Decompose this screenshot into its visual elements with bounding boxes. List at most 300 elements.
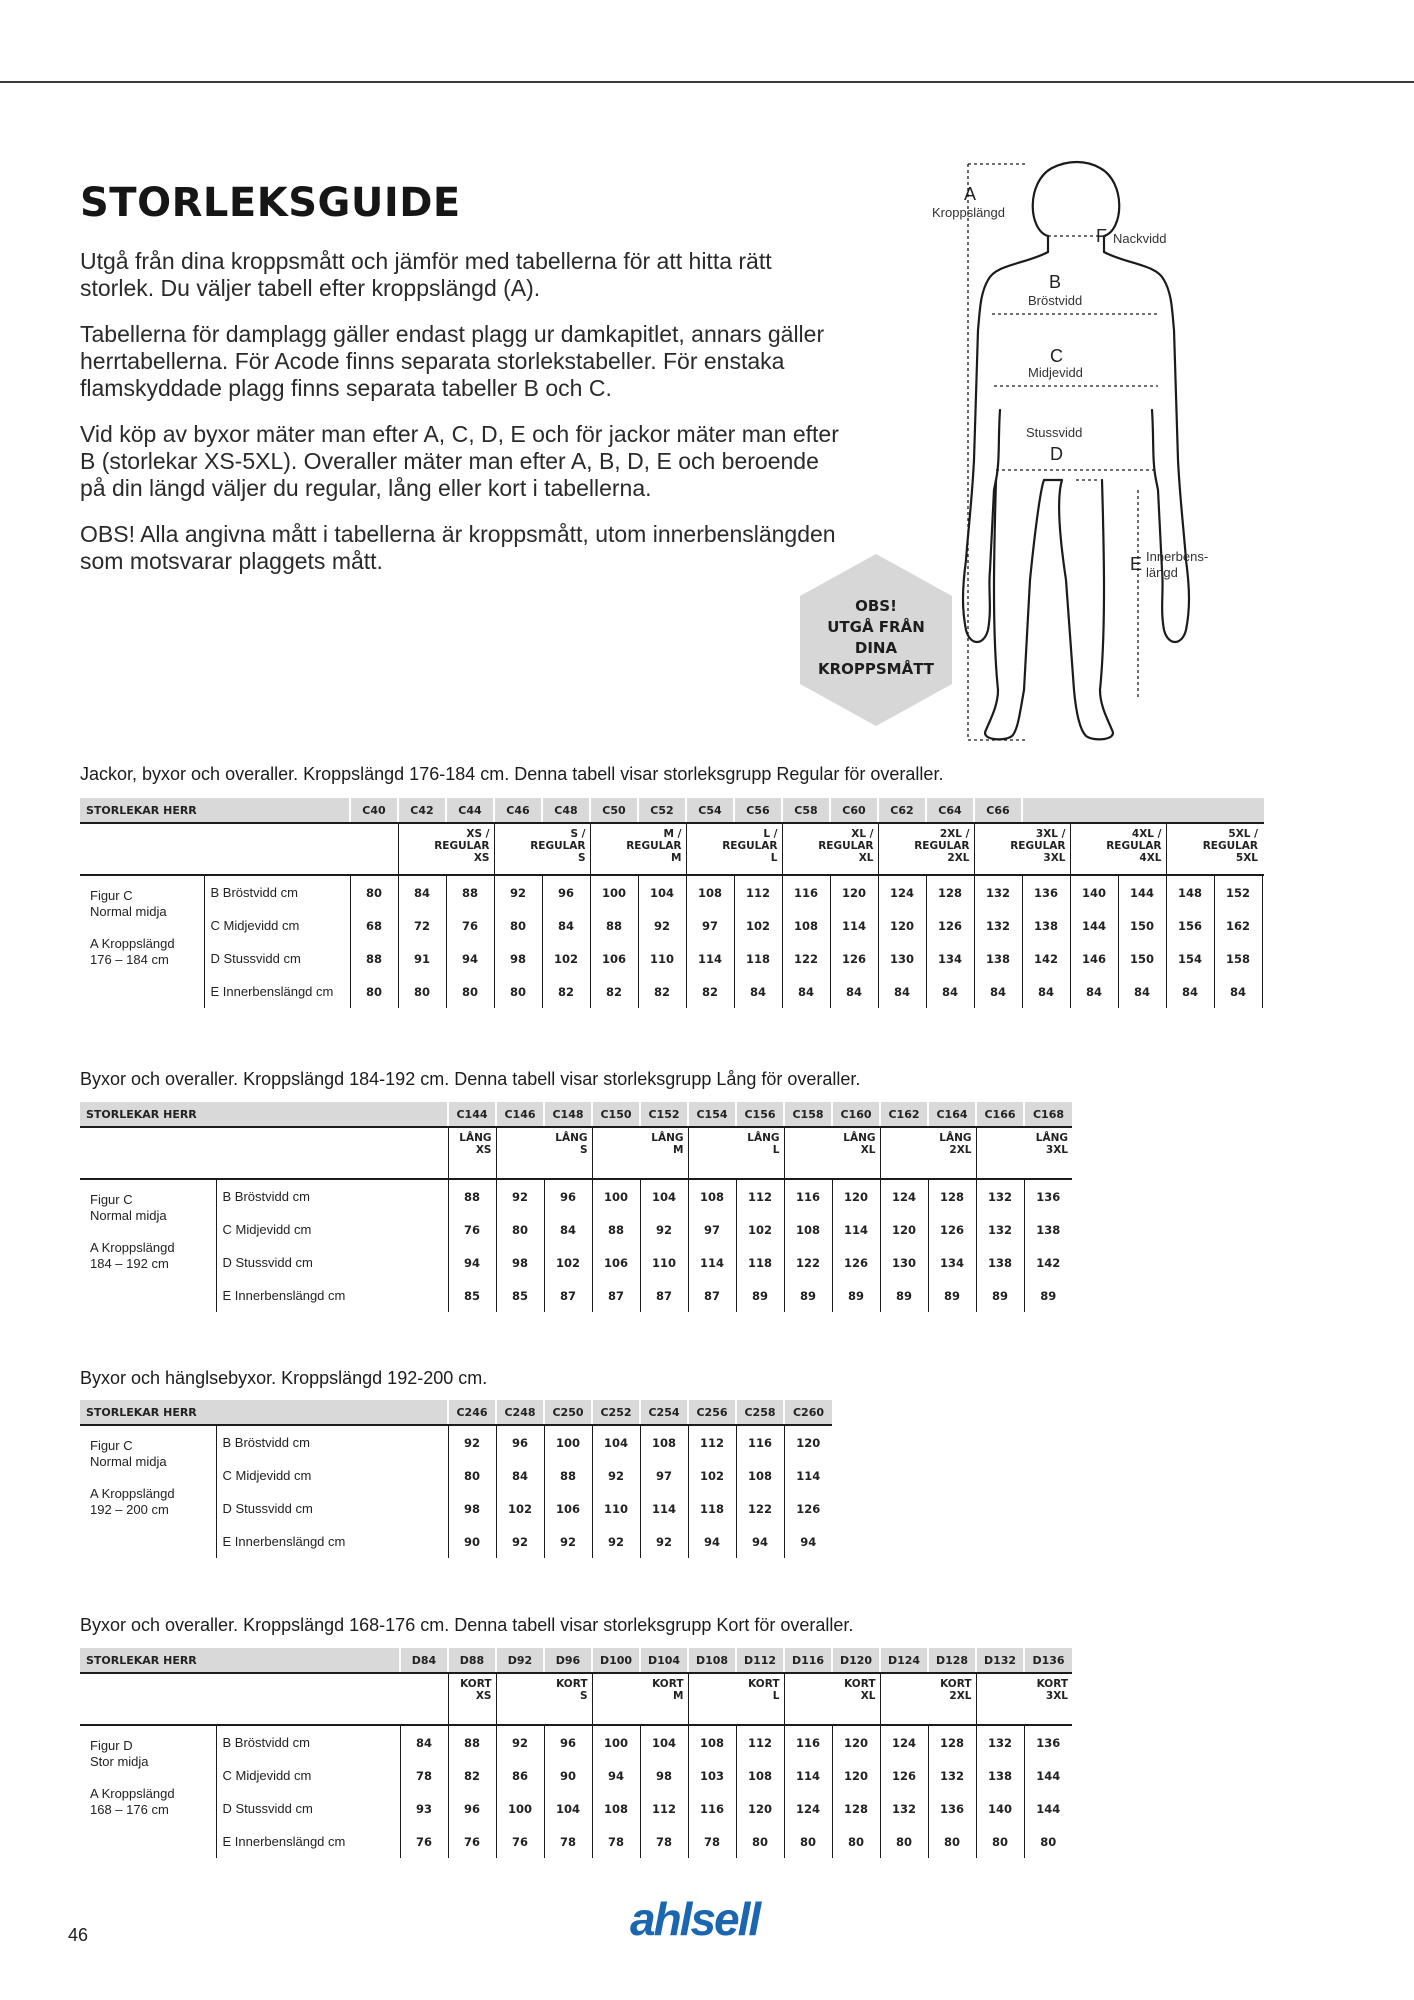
value-cell: 97 xyxy=(688,1213,736,1246)
value-cell: 89 xyxy=(928,1279,976,1312)
value-cell: 89 xyxy=(736,1279,784,1312)
measure-label: E Innerbenslängd cm xyxy=(216,1525,448,1558)
value-cell: 132 xyxy=(976,1213,1024,1246)
value-cell: 112 xyxy=(736,1725,784,1759)
figure-info-cell xyxy=(80,1179,216,1312)
figure-letter-b: B xyxy=(1049,272,1062,292)
value-cell: 82 xyxy=(638,975,686,1008)
value-cell: 132 xyxy=(974,909,1022,942)
value-cell: 136 xyxy=(1022,875,1070,909)
table-row xyxy=(80,1425,832,1459)
value-cell: 96 xyxy=(544,1725,592,1759)
table-row xyxy=(80,1213,1072,1246)
value-cell: 120 xyxy=(832,1179,880,1213)
value-cell: 84 xyxy=(926,975,974,1008)
figure-label-e: längd xyxy=(1146,565,1178,580)
value-cell: 92 xyxy=(640,1213,688,1246)
figure-info-line xyxy=(90,1224,216,1240)
value-cell: 114 xyxy=(784,1759,832,1792)
measure-label: E Innerbenslängd cm xyxy=(216,1279,448,1312)
value-cell: 138 xyxy=(974,942,1022,975)
row-end xyxy=(1262,975,1264,1008)
value-cell: 120 xyxy=(832,1725,880,1759)
value-cell: 82 xyxy=(448,1759,496,1792)
size-cell: C144 xyxy=(448,1102,496,1127)
value-cell: 84 xyxy=(1070,975,1118,1008)
measure-label: E Innerbenslängd cm xyxy=(204,975,350,1008)
table-header-label: STORLEKAR HERR xyxy=(80,798,350,823)
size-table-lang xyxy=(80,1102,1072,1312)
measure-label: C Midjevidd cm xyxy=(216,1759,400,1792)
figure-label-e: Innerbens- xyxy=(1146,549,1209,564)
size-group-cell: LÅNG S xyxy=(496,1127,592,1179)
value-cell: 82 xyxy=(590,975,638,1008)
value-cell: 128 xyxy=(926,875,974,909)
value-cell: 100 xyxy=(496,1792,544,1825)
value-cell: 128 xyxy=(832,1792,880,1825)
value-cell: 92 xyxy=(448,1425,496,1459)
value-cell: 126 xyxy=(832,1246,880,1279)
figure-label-d: Stussvidd xyxy=(1026,425,1083,440)
value-cell: 120 xyxy=(832,1759,880,1792)
size-cell: D100 xyxy=(592,1648,640,1673)
value-cell: 108 xyxy=(640,1425,688,1459)
value-cell: 108 xyxy=(688,1725,736,1759)
figure-info-line: A Kroppslängd xyxy=(90,936,175,951)
value-cell: 76 xyxy=(400,1825,448,1858)
size-cell: C246 xyxy=(448,1400,496,1425)
value-cell: 112 xyxy=(688,1425,736,1459)
size-cell: D96 xyxy=(544,1648,592,1673)
size-cell: C254 xyxy=(640,1400,688,1425)
value-cell: 112 xyxy=(640,1792,688,1825)
size-cell: C150 xyxy=(592,1102,640,1127)
size-group-cell: M / REGULAR M xyxy=(590,823,686,875)
value-cell: 114 xyxy=(686,942,734,975)
intro-paragraph: Tabellerna för damplagg gäller endast plagg ur damkapitlet, annars gäller herrtabellerna. För Acode finns separata storlekstabeller. För enstaka flamskyddade plagg finns separata tabeller B och C. xyxy=(80,321,825,401)
value-cell: 84 xyxy=(974,975,1022,1008)
group-spacer xyxy=(80,1127,448,1179)
value-cell: 80 xyxy=(1024,1825,1072,1858)
value-cell: 87 xyxy=(688,1279,736,1312)
value-cell: 134 xyxy=(926,942,974,975)
figure-label-a: Kroppslängd xyxy=(932,205,1005,220)
value-cell: 96 xyxy=(542,875,590,909)
size-group-cell: LÅNG XS xyxy=(448,1127,496,1179)
value-cell: 128 xyxy=(928,1179,976,1213)
size-cell: C154 xyxy=(688,1102,736,1127)
measure-label: C Midjevidd cm xyxy=(216,1213,448,1246)
value-cell: 96 xyxy=(496,1425,544,1459)
table-row xyxy=(80,1179,1072,1213)
value-cell: 132 xyxy=(974,875,1022,909)
value-cell: 80 xyxy=(446,975,494,1008)
size-cell: C42 xyxy=(398,798,446,823)
figure-info-line: Normal midja xyxy=(90,1454,167,1469)
measure-label: E Innerbenslängd cm xyxy=(216,1825,400,1858)
value-cell: 104 xyxy=(592,1425,640,1459)
table-body xyxy=(80,1179,1072,1312)
value-cell: 128 xyxy=(928,1725,976,1759)
value-cell: 158 xyxy=(1214,942,1262,975)
size-group-cell: KORT XS xyxy=(448,1673,496,1725)
value-cell: 118 xyxy=(736,1246,784,1279)
table-header-label: STORLEKAR HERR xyxy=(80,1648,400,1673)
size-group-cell: S / REGULAR S xyxy=(494,823,590,875)
value-cell: 94 xyxy=(784,1525,832,1558)
value-cell: 124 xyxy=(878,875,926,909)
size-cell: C260 xyxy=(784,1400,832,1425)
value-cell: 92 xyxy=(496,1725,544,1759)
figure-info-line: 176 – 184 cm xyxy=(90,952,169,967)
value-cell: 126 xyxy=(784,1492,832,1525)
value-cell: 84 xyxy=(734,975,782,1008)
value-cell: 146 xyxy=(1070,942,1118,975)
size-cell: C248 xyxy=(496,1400,544,1425)
figure-letter-a: A xyxy=(964,184,977,204)
value-cell: 144 xyxy=(1070,909,1118,942)
value-cell: 80 xyxy=(832,1825,880,1858)
value-cell: 130 xyxy=(878,942,926,975)
figure-info-line xyxy=(90,920,204,936)
size-group-cell: KORT L xyxy=(688,1673,784,1725)
value-cell: 88 xyxy=(544,1459,592,1492)
value-cell: 80 xyxy=(976,1825,1024,1858)
size-cell: D132 xyxy=(976,1648,1024,1673)
figure-label-c: Midjevidd xyxy=(1028,365,1083,380)
value-cell: 82 xyxy=(686,975,734,1008)
size-cell: C160 xyxy=(832,1102,880,1127)
size-cell: C46 xyxy=(494,798,542,823)
value-cell: 96 xyxy=(448,1792,496,1825)
table-header-label: STORLEKAR HERR xyxy=(80,1400,448,1425)
value-cell: 84 xyxy=(400,1725,448,1759)
value-cell: 98 xyxy=(640,1759,688,1792)
value-cell: 82 xyxy=(542,975,590,1008)
value-cell: 88 xyxy=(592,1213,640,1246)
value-cell: 124 xyxy=(880,1725,928,1759)
figure-info-line: A Kroppslängd xyxy=(90,1486,175,1501)
value-cell: 76 xyxy=(446,909,494,942)
value-cell: 92 xyxy=(640,1525,688,1558)
table-body xyxy=(80,1425,832,1558)
figure-info-line: Normal midja xyxy=(90,904,167,919)
size-group-cell: LÅNG XL xyxy=(784,1127,880,1179)
value-cell: 80 xyxy=(350,875,398,909)
size-cell: D124 xyxy=(880,1648,928,1673)
value-cell: 94 xyxy=(736,1525,784,1558)
value-cell: 106 xyxy=(544,1492,592,1525)
value-cell: 94 xyxy=(592,1759,640,1792)
measure-label: B Bröstvidd cm xyxy=(216,1425,448,1459)
figure-info-cell xyxy=(80,1725,216,1858)
value-cell: 152 xyxy=(1214,875,1262,909)
value-cell: 80 xyxy=(496,1213,544,1246)
value-cell: 124 xyxy=(880,1179,928,1213)
size-cell: C40 xyxy=(350,798,398,823)
value-cell: 78 xyxy=(400,1759,448,1792)
value-cell: 92 xyxy=(494,875,542,909)
value-cell: 124 xyxy=(784,1792,832,1825)
group-spacer xyxy=(400,1673,448,1725)
size-group-cell: 2XL / REGULAR 2XL xyxy=(878,823,974,875)
value-cell: 76 xyxy=(448,1213,496,1246)
value-cell: 114 xyxy=(688,1246,736,1279)
value-cell: 120 xyxy=(878,909,926,942)
size-cell: D120 xyxy=(832,1648,880,1673)
value-cell: 84 xyxy=(1022,975,1070,1008)
value-cell: 126 xyxy=(928,1213,976,1246)
table-caption: Byxor och overaller. Kroppslängd 168-176 cm. Denna tabell visar storleksgrupp Kort för overaller. xyxy=(80,1615,854,1635)
figure-info-line: Figur C xyxy=(90,888,133,903)
value-cell: 92 xyxy=(496,1525,544,1558)
size-cell: D116 xyxy=(784,1648,832,1673)
table-row xyxy=(80,1759,1072,1792)
value-cell: 80 xyxy=(494,975,542,1008)
row-end xyxy=(1262,909,1264,942)
value-cell: 98 xyxy=(448,1492,496,1525)
value-cell: 80 xyxy=(784,1825,832,1858)
figure-label-b: Bröstvidd xyxy=(1028,293,1083,308)
size-group-cell: KORT XL xyxy=(784,1673,880,1725)
size-cell: C252 xyxy=(592,1400,640,1425)
value-cell: 102 xyxy=(734,909,782,942)
value-cell: 90 xyxy=(544,1759,592,1792)
measure-label: C Midjevidd cm xyxy=(204,909,350,942)
value-cell: 148 xyxy=(1166,875,1214,909)
figure-info-line xyxy=(90,1770,216,1786)
size-group-cell: XS / REGULAR XS xyxy=(398,823,494,875)
value-cell: 85 xyxy=(448,1279,496,1312)
value-cell: 144 xyxy=(1024,1759,1072,1792)
value-cell: 84 xyxy=(1214,975,1262,1008)
value-cell: 89 xyxy=(1024,1279,1072,1312)
value-cell: 142 xyxy=(1024,1246,1072,1279)
value-cell: 154 xyxy=(1166,942,1214,975)
value-cell: 78 xyxy=(640,1825,688,1858)
size-cell: D112 xyxy=(736,1648,784,1673)
size-cell: C44 xyxy=(446,798,494,823)
value-cell: 116 xyxy=(688,1792,736,1825)
value-cell: 120 xyxy=(830,875,878,909)
group-spacer xyxy=(350,823,398,875)
obs-badge-text: OBS! UTGÅ FRÅN DINA KROPPSMÅTT xyxy=(817,597,935,678)
value-cell: 108 xyxy=(736,1459,784,1492)
value-cell: 92 xyxy=(592,1525,640,1558)
size-group-cell: KORT 2XL xyxy=(880,1673,976,1725)
value-cell: 89 xyxy=(976,1279,1024,1312)
size-cell: C250 xyxy=(544,1400,592,1425)
value-cell: 116 xyxy=(736,1425,784,1459)
value-cell: 134 xyxy=(928,1246,976,1279)
group-spacer xyxy=(80,823,350,875)
size-cell: C58 xyxy=(782,798,830,823)
value-cell: 114 xyxy=(640,1492,688,1525)
measure-label: B Bröstvidd cm xyxy=(216,1725,400,1759)
size-group-cell: 5XL / REGULAR 5XL xyxy=(1166,823,1262,875)
figure-info-line: 168 – 176 cm xyxy=(90,1802,169,1817)
size-group-cell: LÅNG 2XL xyxy=(880,1127,976,1179)
value-cell: 132 xyxy=(880,1792,928,1825)
value-cell: 94 xyxy=(688,1525,736,1558)
value-cell: 112 xyxy=(734,875,782,909)
measure-label: B Bröstvidd cm xyxy=(216,1179,448,1213)
size-cell: C62 xyxy=(878,798,926,823)
figure-info-line: Figur D xyxy=(90,1738,133,1753)
size-cell: C66 xyxy=(974,798,1022,823)
value-cell: 150 xyxy=(1118,909,1166,942)
value-cell: 100 xyxy=(590,875,638,909)
value-cell: 92 xyxy=(544,1525,592,1558)
row-end xyxy=(1262,942,1264,975)
intro-paragraph: Utgå från dina kroppsmått och jämför med tabellerna för att hitta rätt storlek. Du väljer tabell efter kroppslängd (A). xyxy=(80,248,772,301)
value-cell: 100 xyxy=(544,1425,592,1459)
value-cell: 108 xyxy=(784,1213,832,1246)
size-cell: C54 xyxy=(686,798,734,823)
value-cell: 86 xyxy=(496,1759,544,1792)
size-cell: C60 xyxy=(830,798,878,823)
value-cell: 87 xyxy=(592,1279,640,1312)
value-cell: 76 xyxy=(448,1825,496,1858)
value-cell: 120 xyxy=(736,1792,784,1825)
value-cell: 80 xyxy=(736,1825,784,1858)
value-cell: 68 xyxy=(350,909,398,942)
figure-letter-d: D xyxy=(1050,444,1063,464)
page-title: STORLEKSGUIDE xyxy=(80,180,461,226)
figure-info-line: 184 – 192 cm xyxy=(90,1256,169,1271)
value-cell: 94 xyxy=(448,1246,496,1279)
figure-info-line: Stor midja xyxy=(90,1754,149,1769)
figure-letter-f: F xyxy=(1096,226,1107,246)
size-cell: D92 xyxy=(496,1648,544,1673)
value-cell: 144 xyxy=(1024,1792,1072,1825)
value-cell: 104 xyxy=(544,1792,592,1825)
size-table-regular xyxy=(80,798,1264,1008)
value-cell: 84 xyxy=(1118,975,1166,1008)
size-table-kort xyxy=(80,1648,1072,1858)
value-cell: 116 xyxy=(784,1179,832,1213)
size-group-cell: LÅNG L xyxy=(688,1127,784,1179)
table-row xyxy=(80,975,1264,1008)
value-cell: 136 xyxy=(928,1792,976,1825)
table-row xyxy=(80,1725,1072,1759)
value-cell: 84 xyxy=(1166,975,1214,1008)
value-cell: 110 xyxy=(638,942,686,975)
value-cell: 84 xyxy=(398,875,446,909)
size-cell: C152 xyxy=(640,1102,688,1127)
value-cell: 88 xyxy=(446,875,494,909)
value-cell: 89 xyxy=(784,1279,832,1312)
value-cell: 106 xyxy=(592,1246,640,1279)
group-spacer xyxy=(1262,823,1264,875)
page-number: 46 xyxy=(68,1925,89,1945)
figure-letter-e: E xyxy=(1130,554,1143,574)
value-cell: 116 xyxy=(784,1725,832,1759)
value-cell: 97 xyxy=(686,909,734,942)
value-cell: 136 xyxy=(1024,1179,1072,1213)
figure-info-line: Figur C xyxy=(90,1438,133,1453)
table-row xyxy=(80,1246,1072,1279)
size-table-192-200 xyxy=(80,1400,832,1558)
value-cell: 84 xyxy=(542,909,590,942)
value-cell: 80 xyxy=(448,1459,496,1492)
value-cell: 89 xyxy=(880,1279,928,1312)
value-cell: 126 xyxy=(926,909,974,942)
value-cell: 88 xyxy=(448,1179,496,1213)
value-cell: 114 xyxy=(784,1459,832,1492)
value-cell: 78 xyxy=(688,1825,736,1858)
size-cell: C256 xyxy=(688,1400,736,1425)
table-row xyxy=(80,1792,1072,1825)
size-cell: D104 xyxy=(640,1648,688,1673)
value-cell: 100 xyxy=(592,1179,640,1213)
value-cell: 92 xyxy=(592,1459,640,1492)
size-cell: D88 xyxy=(448,1648,496,1673)
value-cell: 104 xyxy=(640,1179,688,1213)
value-cell: 118 xyxy=(734,942,782,975)
value-cell: 120 xyxy=(784,1425,832,1459)
size-cell: C168 xyxy=(1024,1102,1072,1127)
table-caption: Byxor och overaller. Kroppslängd 184-192 cm. Denna tabell visar storleksgrupp Lång för overaller. xyxy=(80,1069,861,1089)
figure-info-line xyxy=(90,1470,216,1486)
value-cell: 132 xyxy=(976,1725,1024,1759)
figure-info-line: Figur C xyxy=(90,1192,133,1207)
value-cell: 126 xyxy=(830,942,878,975)
figure-info-line: Normal midja xyxy=(90,1208,167,1223)
value-cell: 98 xyxy=(494,942,542,975)
value-cell: 162 xyxy=(1214,909,1262,942)
value-cell: 91 xyxy=(398,942,446,975)
value-cell: 138 xyxy=(1022,909,1070,942)
value-cell: 110 xyxy=(640,1246,688,1279)
value-cell: 104 xyxy=(638,875,686,909)
value-cell: 94 xyxy=(446,942,494,975)
value-cell: 84 xyxy=(830,975,878,1008)
table-row xyxy=(80,875,1264,909)
value-cell: 138 xyxy=(976,1759,1024,1792)
value-cell: 108 xyxy=(736,1759,784,1792)
value-cell: 156 xyxy=(1166,909,1214,942)
value-cell: 116 xyxy=(782,875,830,909)
value-cell: 84 xyxy=(878,975,926,1008)
value-cell: 102 xyxy=(688,1459,736,1492)
table-row xyxy=(80,909,1264,942)
size-group-cell: KORT M xyxy=(592,1673,688,1725)
value-cell: 78 xyxy=(592,1825,640,1858)
table-caption: Byxor och hänglsebyxor. Kroppslängd 192-200 cm. xyxy=(80,1368,488,1388)
table-row xyxy=(80,1279,1072,1312)
size-cell: C50 xyxy=(590,798,638,823)
value-cell: 92 xyxy=(496,1179,544,1213)
size-cell: C148 xyxy=(544,1102,592,1127)
table-row xyxy=(80,942,1264,975)
figure-info-line: 192 – 200 cm xyxy=(90,1502,169,1517)
size-cell: C162 xyxy=(880,1102,928,1127)
value-cell: 102 xyxy=(542,942,590,975)
intro-text xyxy=(80,248,840,594)
value-cell: 102 xyxy=(736,1213,784,1246)
value-cell: 114 xyxy=(830,909,878,942)
value-cell: 88 xyxy=(448,1725,496,1759)
measure-label: D Stussvidd cm xyxy=(216,1492,448,1525)
size-cell: C146 xyxy=(496,1102,544,1127)
size-cell: C258 xyxy=(736,1400,784,1425)
value-cell: 144 xyxy=(1118,875,1166,909)
value-cell: 118 xyxy=(688,1492,736,1525)
body-outline-icon xyxy=(928,160,1228,746)
figure-info-line: A Kroppslängd xyxy=(90,1240,175,1255)
value-cell: 103 xyxy=(688,1759,736,1792)
